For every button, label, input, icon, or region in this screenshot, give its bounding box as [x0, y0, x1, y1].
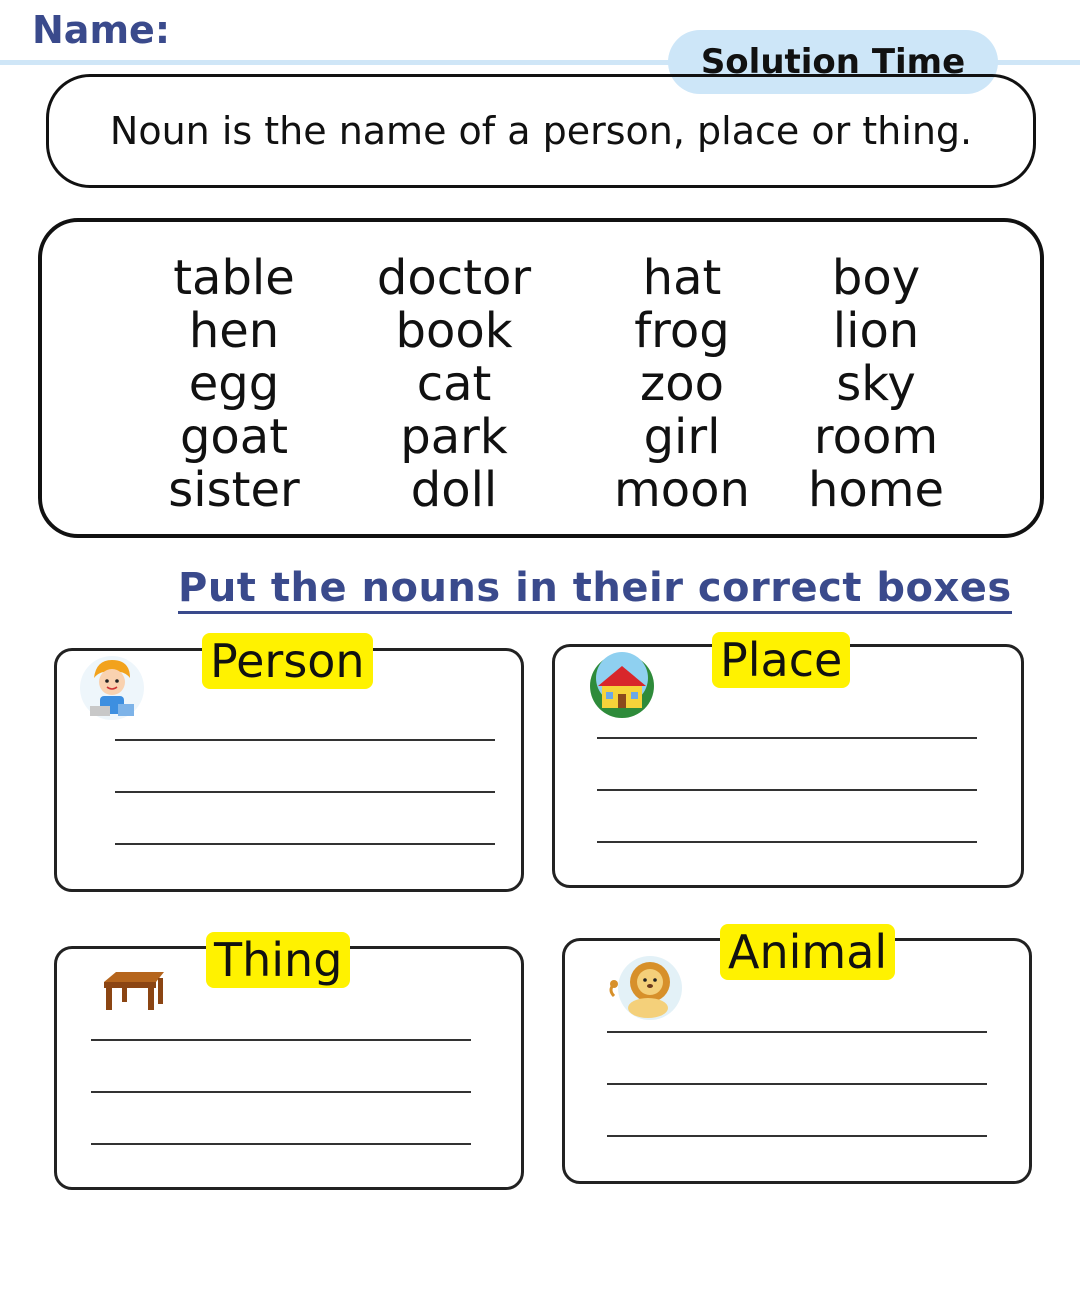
word: cat	[416, 356, 492, 412]
table-icon	[100, 968, 168, 1014]
lion-icon	[604, 952, 684, 1024]
word: lion	[832, 303, 920, 359]
word-column-3	[582, 252, 782, 517]
answer-line[interactable]	[115, 843, 495, 845]
word: doctor	[376, 250, 532, 306]
word: hat	[642, 250, 722, 306]
definition-box	[46, 74, 1036, 188]
place-label: Place	[712, 632, 850, 688]
word: room	[813, 409, 939, 465]
word: sky	[836, 356, 916, 412]
animal-label: Animal	[720, 924, 895, 980]
word: moon	[614, 462, 750, 518]
word-column-2	[354, 252, 554, 517]
name-label: Name:	[32, 8, 171, 52]
word: zoo	[640, 356, 724, 412]
word-column-1	[134, 252, 334, 517]
word: table	[173, 250, 295, 306]
solution-time-badge: Solution Time	[668, 30, 998, 94]
answer-line[interactable]	[607, 1135, 987, 1137]
word: sister	[168, 462, 300, 518]
person-label: Person	[202, 633, 373, 689]
answer-line[interactable]	[91, 1039, 471, 1041]
boy-icon	[78, 652, 146, 724]
word: egg	[188, 356, 280, 412]
word: goat	[179, 409, 289, 465]
word-bank	[38, 218, 1044, 538]
word: hen	[188, 303, 280, 359]
answer-line[interactable]	[115, 791, 495, 793]
word-column-4	[776, 252, 976, 517]
word: boy	[831, 250, 921, 306]
answer-line[interactable]	[91, 1143, 471, 1145]
answer-line[interactable]	[597, 841, 977, 843]
word: doll	[410, 462, 498, 518]
word: frog	[634, 303, 730, 359]
definition-text: Noun is the name of a person, place or thing.	[109, 109, 973, 153]
answer-line[interactable]	[597, 789, 977, 791]
house-icon	[588, 652, 656, 720]
thing-label: Thing	[206, 932, 350, 988]
answer-line[interactable]	[91, 1091, 471, 1093]
answer-line[interactable]	[597, 737, 977, 739]
word: park	[400, 409, 508, 465]
word: home	[807, 462, 945, 518]
answer-line[interactable]	[115, 739, 495, 741]
instruction-heading: Put the nouns in their correct boxes	[178, 565, 1012, 614]
answer-line[interactable]	[607, 1031, 987, 1033]
word: girl	[643, 409, 721, 465]
answer-line[interactable]	[607, 1083, 987, 1085]
word: book	[395, 303, 513, 359]
